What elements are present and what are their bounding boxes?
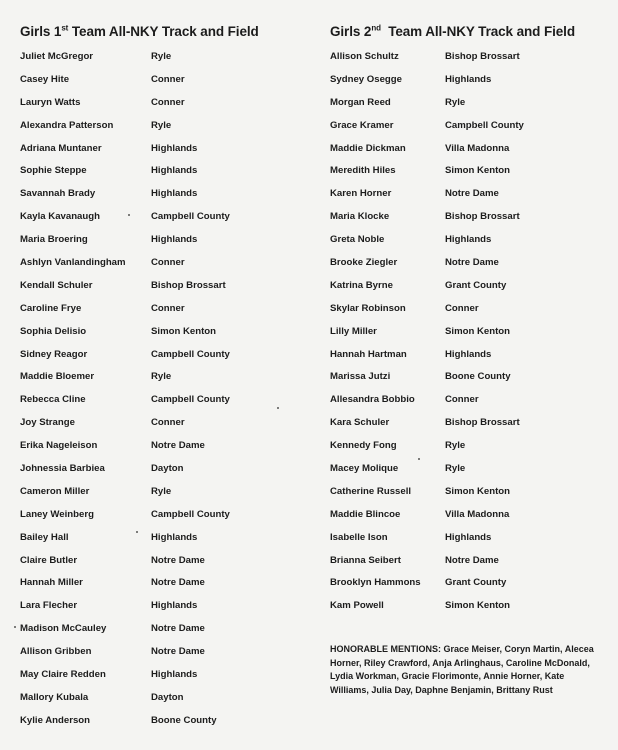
second-team-heading	[330, 22, 610, 42]
athlete-row	[20, 182, 310, 205]
athlete-name: Maddie Dickman	[330, 142, 406, 154]
athlete-school: Highlands	[151, 142, 198, 154]
honorable-mentions: HONORABLE MENTIONS: Grace Meiser, Coryn Martin, Alecea Horner, Riley Crawford, Anja Arlinghaus, Caroline McDonald, Lydia Workman, Gracie Florimonte, Annie Horner, Kate Williams, Julia Day, Daphne Benjamin, Brittany Rust	[330, 644, 594, 695]
athlete-name: Brianna Seibert	[330, 554, 401, 566]
athlete-name: Alexandra Patterson	[20, 119, 114, 131]
athlete-name: Skylar Robinson	[330, 302, 406, 314]
athlete-row	[330, 251, 610, 274]
athlete-row	[20, 114, 310, 137]
athlete-name: Sidney Reagor	[20, 348, 88, 360]
athlete-school: Grant County	[445, 279, 507, 291]
athlete-row	[20, 640, 310, 663]
athlete-school: Campbell County	[445, 119, 524, 131]
athlete-row	[20, 228, 310, 251]
athlete-name: Adriana Muntaner	[20, 142, 102, 154]
athlete-name: Casey Hite	[20, 73, 70, 85]
athlete-school: Highlands	[445, 234, 492, 246]
athlete-name: Kara Schuler	[330, 417, 390, 429]
athlete-name: Lilly Miller	[330, 325, 377, 337]
athlete-row	[20, 549, 310, 572]
athlete-row	[330, 594, 610, 617]
athlete-school: Notre Dame	[445, 188, 499, 200]
athlete-row	[20, 503, 310, 526]
athlete-name: Kam Powell	[330, 600, 384, 612]
athlete-row	[20, 434, 310, 457]
athlete-row	[20, 91, 310, 114]
athlete-name: Laney Weinberg	[20, 508, 94, 520]
athlete-row	[20, 480, 310, 503]
athlete-row	[330, 343, 610, 366]
athlete-row	[20, 411, 310, 434]
athlete-row	[330, 320, 610, 343]
scan-speck	[418, 458, 420, 460]
athlete-school: Highlands	[151, 234, 198, 246]
athlete-row	[20, 68, 310, 91]
athlete-name: Juliet McGregor	[20, 50, 94, 62]
athlete-row	[330, 137, 610, 160]
athlete-name: Maria Broering	[20, 234, 88, 246]
athlete-row	[330, 503, 610, 526]
athlete-row	[330, 182, 610, 205]
athlete-name: Meredith Hiles	[330, 165, 396, 177]
athlete-name: Kylie Anderson	[20, 714, 91, 726]
athlete-school: Notre Dame	[445, 554, 499, 566]
athlete-row	[20, 571, 310, 594]
scan-speck	[277, 407, 279, 409]
athlete-row	[330, 228, 610, 251]
athlete-name: May Claire Redden	[20, 668, 106, 680]
athlete-name: Hannah Hartman	[330, 348, 407, 360]
second-team-list	[330, 45, 610, 617]
athlete-row	[330, 526, 610, 549]
athlete-name: Caroline Frye	[20, 302, 82, 314]
athlete-name: Lara Flecher	[20, 600, 78, 612]
athlete-school: Campbell County	[151, 394, 230, 406]
athlete-row	[20, 343, 310, 366]
athlete-school: Ryle	[151, 485, 172, 497]
athlete-row	[20, 457, 310, 480]
athlete-row	[20, 159, 310, 182]
athlete-school: Simon Kenton	[445, 325, 511, 337]
athlete-school: Notre Dame	[151, 440, 205, 452]
athlete-name: Rebecca Cline	[20, 394, 86, 406]
athlete-row	[20, 686, 310, 709]
athlete-name: Maddie Bloemer	[20, 371, 95, 383]
athlete-school: Simon Kenton	[151, 325, 217, 337]
athlete-school: Bishop Brossart	[445, 211, 520, 223]
athlete-row	[20, 617, 310, 640]
athlete-row	[330, 68, 610, 91]
athlete-row	[330, 274, 610, 297]
athlete-row	[20, 45, 310, 68]
athlete-row	[330, 571, 610, 594]
athlete-row	[20, 365, 310, 388]
athlete-school: Campbell County	[151, 508, 230, 520]
athlete-school: Conner	[445, 302, 479, 314]
athlete-name: Isabelle Ison	[330, 531, 388, 543]
athlete-row	[20, 137, 310, 160]
athlete-row	[330, 114, 610, 137]
athlete-school: Bishop Brossart	[151, 279, 226, 291]
athlete-row	[20, 594, 310, 617]
athlete-name: Karen Horner	[330, 188, 392, 200]
athlete-name: Catherine Russell	[330, 485, 412, 497]
athlete-school: Conner	[151, 302, 185, 314]
athlete-name: Allesandra Bobbio	[330, 394, 415, 406]
athlete-row	[330, 91, 610, 114]
athlete-school: Ryle	[445, 462, 466, 474]
athlete-school: Ryle	[445, 440, 466, 452]
athlete-school: Notre Dame	[151, 646, 205, 658]
athlete-name: Maria Klocke	[330, 211, 390, 223]
scan-speck	[128, 214, 130, 216]
athlete-name: Grace Kramer	[330, 119, 394, 131]
athlete-school: Highlands	[445, 348, 492, 360]
athlete-school: Villa Madonna	[445, 142, 510, 154]
athlete-school: Highlands	[151, 165, 198, 177]
athlete-school: Ryle	[151, 119, 172, 131]
athlete-school: Ryle	[151, 371, 172, 383]
athlete-name: Katrina Byrne	[330, 279, 393, 291]
second-team-heading-prefix: Girls 2	[330, 24, 372, 39]
athlete-school: Notre Dame	[151, 554, 205, 566]
athlete-row	[20, 663, 310, 686]
athlete-row	[330, 434, 610, 457]
athlete-row	[20, 709, 310, 732]
athlete-school: Ryle	[151, 50, 172, 62]
athlete-name: Kayla Kavanaugh	[20, 211, 100, 223]
athlete-school: Conner	[151, 417, 185, 429]
athlete-row	[20, 526, 310, 549]
athlete-school: Grant County	[445, 577, 507, 589]
athlete-school: Conner	[445, 394, 479, 406]
athlete-name: Kendall Schuler	[20, 279, 93, 291]
athlete-row	[20, 251, 310, 274]
athlete-name: Morgan Reed	[330, 96, 391, 108]
athlete-name: Cameron Miller	[20, 485, 90, 497]
athlete-name: Ashlyn Vanlandingham	[20, 256, 126, 268]
athlete-name: Madison McCauley	[20, 623, 107, 635]
athlete-school: Boone County	[445, 371, 511, 383]
athlete-school: Highlands	[445, 531, 492, 543]
athlete-row	[20, 205, 310, 228]
scan-speck	[136, 531, 138, 533]
athlete-school: Campbell County	[151, 348, 230, 360]
athlete-row	[20, 297, 310, 320]
athlete-school: Simon Kenton	[445, 165, 511, 177]
athlete-school: Notre Dame	[151, 577, 205, 589]
athlete-name: Savannah Brady	[20, 188, 96, 200]
athlete-school: Bishop Brossart	[445, 50, 520, 62]
athlete-name: Sophia Delisio	[20, 325, 87, 337]
athlete-school: Simon Kenton	[445, 485, 511, 497]
first-team-heading-sup: st	[61, 23, 69, 33]
athlete-name: Joy Strange	[20, 417, 75, 429]
athlete-row	[20, 388, 310, 411]
athlete-row	[330, 457, 610, 480]
athlete-name: Greta Noble	[330, 234, 385, 246]
athlete-school: Highlands	[151, 531, 198, 543]
first-team-list	[20, 45, 310, 732]
athlete-row	[330, 45, 610, 68]
athlete-name: Allison Gribben	[20, 646, 92, 658]
first-team-column	[20, 22, 310, 732]
athlete-school: Villa Madonna	[445, 508, 510, 520]
athlete-row	[330, 205, 610, 228]
athlete-school: Dayton	[151, 462, 184, 474]
first-team-heading-prefix: Girls 1	[20, 24, 62, 39]
athlete-row	[20, 274, 310, 297]
second-team-heading-suffix: Team All-NKY Track and Field	[380, 24, 575, 39]
athlete-school: Boone County	[151, 714, 217, 726]
athlete-name: Kennedy Fong	[330, 440, 397, 452]
athlete-school: Bishop Brossart	[445, 417, 520, 429]
athlete-name: Allison Schultz	[330, 50, 399, 62]
athlete-name: Lauryn Watts	[20, 96, 81, 108]
athlete-school: Simon Kenton	[445, 600, 511, 612]
athlete-name: Maddie Blincoe	[330, 508, 401, 520]
athlete-school: Highlands	[151, 668, 198, 680]
second-team-column	[330, 22, 610, 617]
athlete-school: Notre Dame	[151, 623, 205, 635]
athlete-name: Brooklyn Hammons	[330, 577, 421, 589]
athlete-name: Johnessia Barbiea	[20, 462, 105, 474]
first-team-heading	[20, 22, 310, 42]
athlete-name: Brooke Ziegler	[330, 256, 398, 268]
athlete-school: Highlands	[151, 600, 198, 612]
athlete-name: Erika Nageleison	[20, 440, 98, 452]
athlete-school: Dayton	[151, 691, 184, 703]
athlete-row	[330, 480, 610, 503]
athlete-school: Highlands	[151, 188, 198, 200]
athlete-school: Conner	[151, 96, 185, 108]
athlete-row	[330, 388, 610, 411]
first-team-heading-suffix: Team All-NKY Track and Field	[68, 24, 259, 39]
second-team-heading-sup: nd	[371, 23, 381, 33]
athlete-school: Notre Dame	[445, 256, 499, 268]
athlete-school: Campbell County	[151, 211, 230, 223]
athlete-name: Sophie Steppe	[20, 165, 87, 177]
athlete-school: Highlands	[445, 73, 492, 85]
athlete-name: Macey Molique	[330, 462, 399, 474]
athlete-school: Conner	[151, 73, 185, 85]
athlete-name: Marissa Jutzi	[330, 371, 391, 383]
athlete-row	[330, 365, 610, 388]
athlete-name: Mallory Kubala	[20, 691, 89, 703]
athlete-row	[20, 320, 310, 343]
athlete-school: Conner	[151, 256, 185, 268]
athlete-row	[330, 549, 610, 572]
athlete-school: Ryle	[445, 96, 466, 108]
athlete-name: Bailey Hall	[20, 531, 69, 543]
scan-speck	[14, 626, 16, 628]
athlete-name: Claire Butler	[20, 554, 78, 566]
athlete-row	[330, 159, 610, 182]
athlete-name: Hannah Miller	[20, 577, 83, 589]
athlete-name: Sydney Osegge	[330, 73, 402, 85]
athlete-row	[330, 411, 610, 434]
athlete-row	[330, 297, 610, 320]
